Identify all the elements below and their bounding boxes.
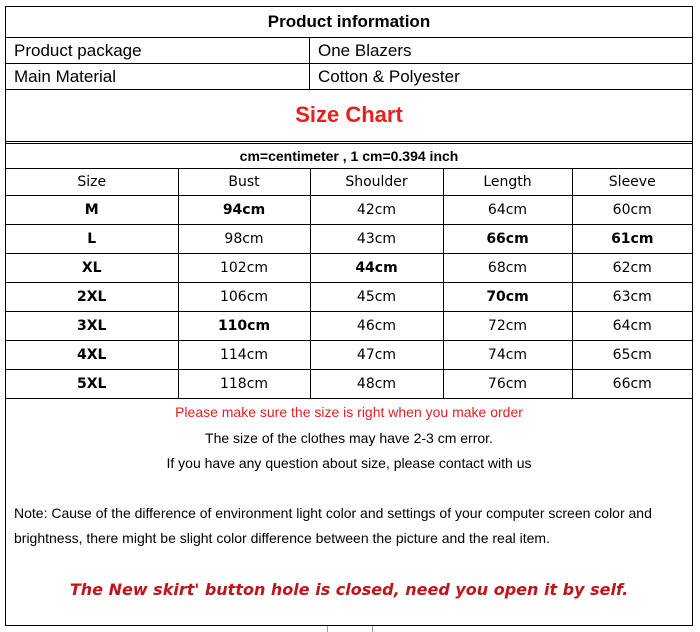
bust-cell: 118cm [178, 370, 310, 399]
size-chart-title: Size Chart [295, 102, 403, 127]
info-row-material [6, 64, 692, 89]
info-label: Product package [14, 41, 142, 60]
length-cell: 70cm [443, 283, 572, 312]
divider [372, 626, 373, 632]
size-cell: 4XL [6, 341, 178, 370]
size-cell: 3XL [6, 312, 178, 341]
sleeve-cell: 63cm [572, 283, 692, 312]
shoulder-cell: 44cm [310, 254, 443, 283]
bust-cell: 102cm [178, 254, 310, 283]
unit-note: cm=centimeter , 1 cm=0.394 inch [239, 148, 459, 164]
bust-cell: 106cm [178, 283, 310, 312]
bust-cell: 94cm [178, 196, 310, 225]
divider [6, 141, 692, 142]
header-bust: Bust [178, 169, 310, 196]
sleeve-cell: 61cm [572, 225, 692, 254]
size-cell: L [6, 225, 178, 254]
sleeve-cell: 62cm [572, 254, 692, 283]
info-value: One Blazers [318, 41, 412, 60]
size-cell: XL [6, 254, 178, 283]
bust-cell: 114cm [178, 341, 310, 370]
size-cell: 2XL [6, 283, 178, 312]
header-size: Size [6, 169, 178, 196]
divider [327, 626, 328, 632]
size-table [6, 168, 692, 399]
length-cell: 72cm [443, 312, 572, 341]
contact-note: If you have any question about size, please contact with us [166, 455, 532, 471]
size-warning: Please make sure the size is right when you make order [175, 404, 523, 420]
error-note: The size of the clothes may have 2-3 cm error. [205, 430, 493, 446]
table-row [6, 225, 692, 254]
header-sleeve: Sleeve [572, 169, 692, 196]
shoulder-cell: 47cm [310, 341, 443, 370]
sleeve-cell: 65cm [572, 341, 692, 370]
size-cell: 5XL [6, 370, 178, 399]
shoulder-cell: 43cm [310, 225, 443, 254]
shoulder-cell: 42cm [310, 196, 443, 225]
bust-cell: 110cm [178, 312, 310, 341]
info-label: Main Material [14, 67, 117, 86]
length-cell: 76cm [443, 370, 572, 399]
button-hole-note: The New skirt' button hole is closed, need you open it by self. [69, 580, 629, 599]
shoulder-cell: 45cm [310, 283, 443, 312]
header-length: Length [443, 169, 572, 196]
table-row [6, 370, 692, 399]
sleeve-cell: 66cm [572, 370, 692, 399]
length-cell: 64cm [443, 196, 572, 225]
header-shoulder: Shoulder [310, 169, 443, 196]
table-row [6, 312, 692, 341]
length-cell: 68cm [443, 254, 572, 283]
length-cell: 66cm [443, 225, 572, 254]
shoulder-cell: 48cm [310, 370, 443, 399]
product-info-card [5, 6, 693, 626]
sleeve-cell: 60cm [572, 196, 692, 225]
length-cell: 74cm [443, 341, 572, 370]
product-info-title: Product information [267, 12, 431, 31]
info-row-package [6, 38, 692, 63]
table-row [6, 341, 692, 370]
table-row [6, 254, 692, 283]
column-divider [309, 37, 310, 89]
shoulder-cell: 46cm [310, 312, 443, 341]
table-row [6, 283, 692, 312]
table-header-row [6, 169, 692, 196]
size-cell: M [6, 196, 178, 225]
bust-cell: 98cm [178, 225, 310, 254]
color-difference-note: Note: Cause of the difference of environment light color and settings of your computer screen color and brightness, there might be slight color difference between the picture and the real item. [14, 505, 652, 546]
table-row [6, 196, 692, 225]
sleeve-cell: 64cm [572, 312, 692, 341]
info-value: Cotton & Polyester [318, 67, 460, 86]
